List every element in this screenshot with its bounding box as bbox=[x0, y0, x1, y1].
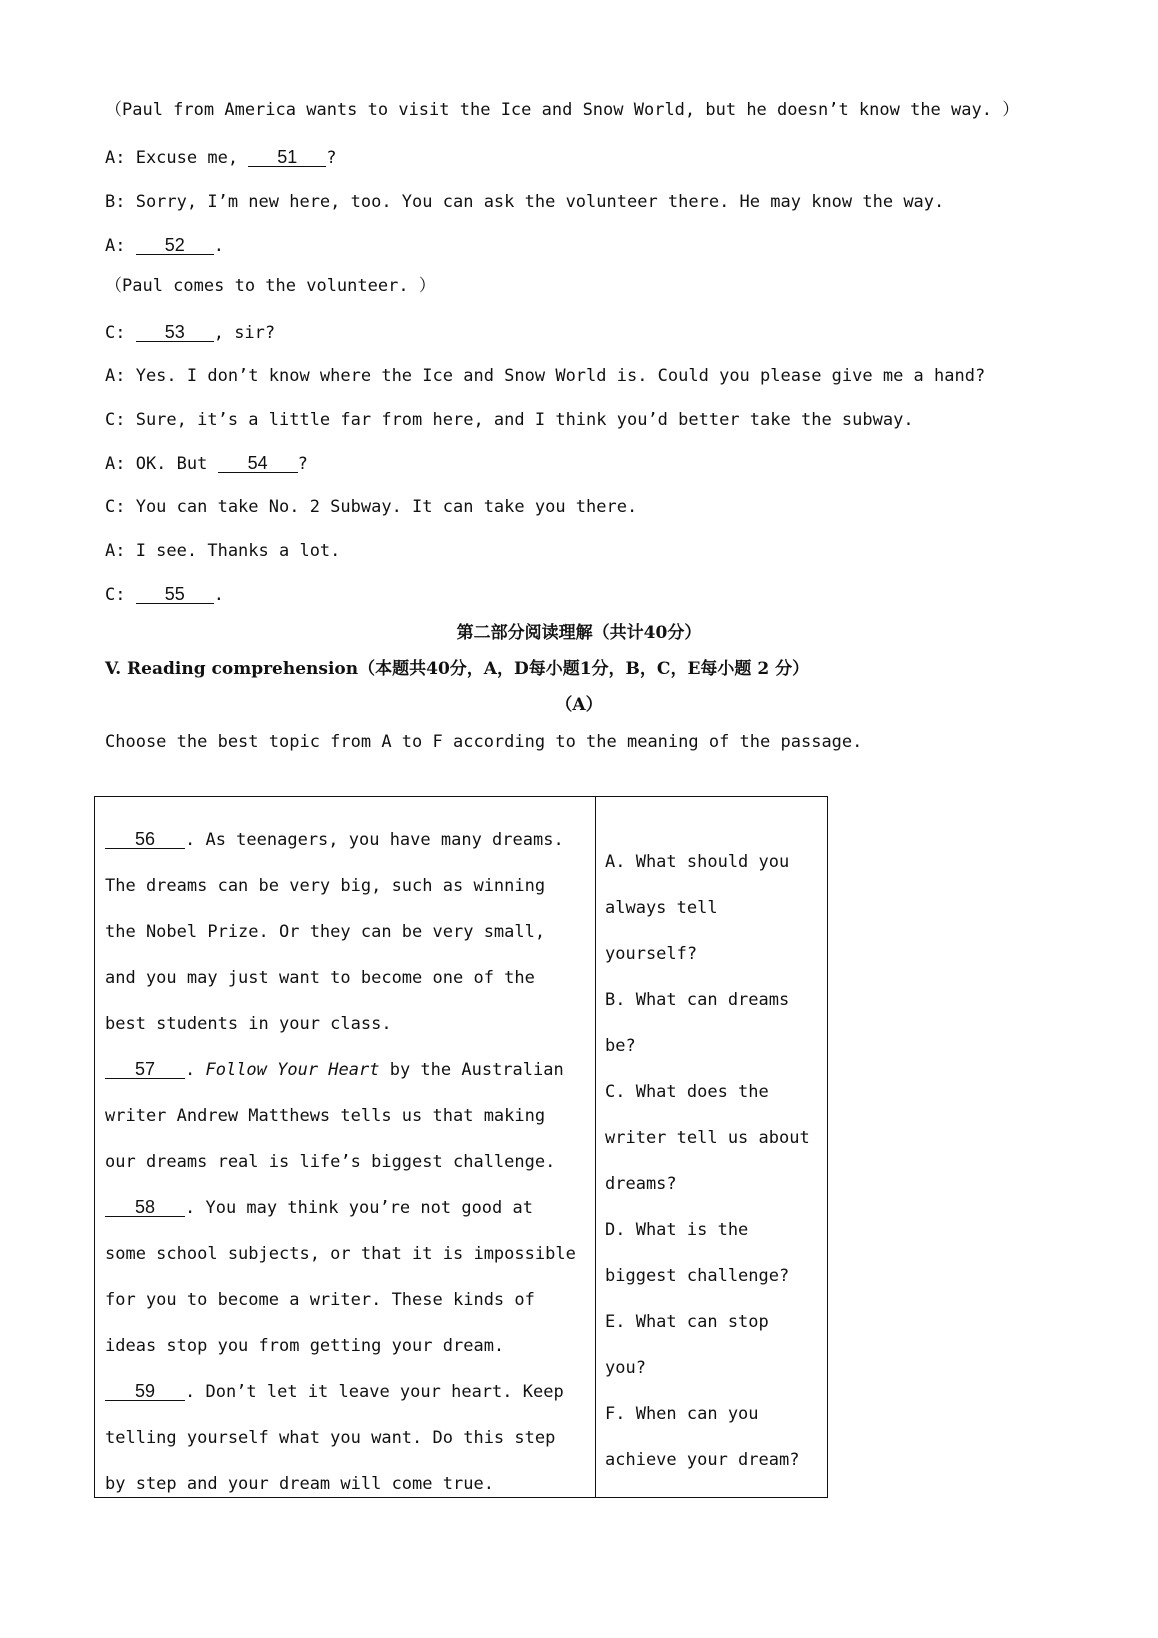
blank-53: 53 bbox=[136, 323, 214, 342]
passage-line: 57 . Follow Your Heart by the Australian bbox=[105, 1047, 585, 1093]
passage-line: telling yourself what you want. Do this step bbox=[105, 1428, 556, 1448]
option-line: writer tell us about bbox=[605, 1128, 810, 1148]
passage-line: our dreams real is life’s biggest challenge. bbox=[105, 1152, 556, 1172]
dialogue-line-51: A: Excuse me, 51 ? bbox=[105, 147, 337, 168]
blank-59: 59 bbox=[105, 1382, 185, 1401]
passage-cell bbox=[105, 817, 585, 1507]
option-line: you? bbox=[605, 1358, 646, 1378]
dialogue-intro: （Paul from America wants to visit the Ice and Snow World, but he doesn’t know the way. ） bbox=[105, 100, 1020, 120]
dialogue-line-53: C: 53 , sir? bbox=[105, 322, 276, 343]
option-line: B. What can dreams bbox=[605, 990, 790, 1010]
blank-54: 54 bbox=[218, 454, 298, 473]
passage-line: some school subjects, or that it is impossible bbox=[105, 1244, 576, 1264]
subsection-label: （A） bbox=[555, 695, 603, 715]
dialogue-line-b: B: Sorry, I’m new here, too. You can ask the volunteer there. He may know the way. bbox=[105, 192, 945, 212]
option-line: F. When can you bbox=[605, 1404, 759, 1424]
passage-line: ideas stop you from getting your dream. bbox=[105, 1336, 505, 1356]
blank-55: 55 bbox=[136, 585, 214, 604]
part-title: 第二部分阅读理解（共计40分） bbox=[456, 623, 702, 643]
option-line: C. What does the bbox=[605, 1082, 769, 1102]
option-line: dreams? bbox=[605, 1174, 677, 1194]
dialogue-line-52: A: 52 . bbox=[105, 235, 224, 256]
dialogue-line-c3: C: You can take No. 2 Subway. It can take you there. bbox=[105, 497, 638, 517]
blank-56: 56 bbox=[105, 830, 185, 849]
blank-57: 57 bbox=[105, 1060, 185, 1079]
passage-line: 56 . As teenagers, you have many dreams. bbox=[105, 817, 585, 863]
dialogue-line-a2: A: Yes. I don’t know where the Ice and Snow World is. Could you please give me a hand? bbox=[105, 366, 986, 386]
option-line: be? bbox=[605, 1036, 636, 1056]
dialogue-line-55: C: 55 . bbox=[105, 584, 224, 605]
blank-52: 52 bbox=[136, 236, 214, 255]
passage-line: by step and your dream will come true. bbox=[105, 1474, 494, 1494]
dialogue-line-c2: C: Sure, it’s a little far from here, and I think you’d better take the subway. bbox=[105, 410, 914, 430]
passage-line: writer Andrew Matthews tells us that making bbox=[105, 1106, 546, 1126]
dialogue-line-54: A: OK. But 54 ? bbox=[105, 453, 308, 474]
blank-58: 58 bbox=[105, 1198, 185, 1217]
blank-51: 51 bbox=[248, 148, 326, 167]
passage-line: The dreams can be very big, such as winning bbox=[105, 876, 546, 896]
options-cell bbox=[605, 839, 820, 1483]
passage-line: best students in your class. bbox=[105, 1014, 392, 1034]
option-line: D. What is the bbox=[605, 1220, 749, 1240]
option-line: A. What should you bbox=[605, 852, 790, 872]
option-line: yourself? bbox=[605, 944, 698, 964]
table-divider bbox=[595, 797, 596, 1497]
passage-line: 59 . Don’t let it leave your heart. Keep bbox=[105, 1369, 585, 1415]
passage-line: 58 . You may think you’re not good at bbox=[105, 1185, 585, 1231]
option-line: always tell bbox=[605, 898, 718, 918]
section-heading: V. Reading comprehension（本题共40分，A，D每小题1分，B，C，E每小题 2 分） bbox=[105, 659, 810, 679]
option-line: biggest challenge? bbox=[605, 1266, 790, 1286]
option-line: achieve your dream? bbox=[605, 1450, 800, 1470]
passage-line: for you to become a writer. These kinds of bbox=[105, 1290, 535, 1310]
book-title: Follow Your Heart bbox=[205, 1060, 380, 1080]
dialogue-line-a3: A: I see. Thanks a lot. bbox=[105, 541, 341, 561]
option-line: E. What can stop bbox=[605, 1312, 769, 1332]
passage-line: the Nobel Prize. Or they can be very small, bbox=[105, 922, 546, 942]
dialogue-scene2: （Paul comes to the volunteer. ） bbox=[105, 276, 436, 296]
passage-line: and you may just want to become one of the bbox=[105, 968, 535, 988]
topic-matching-table bbox=[94, 796, 828, 1498]
instruction: Choose the best topic from A to F according to the meaning of the passage. bbox=[105, 732, 863, 752]
